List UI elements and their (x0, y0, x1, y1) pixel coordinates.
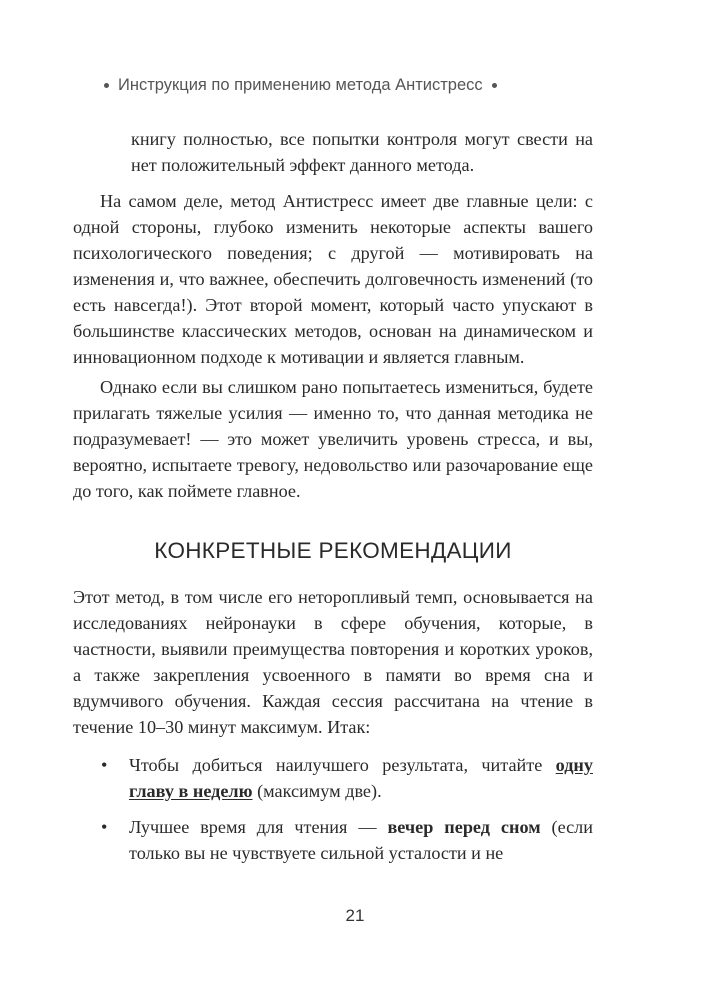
bullet-dot-right (492, 83, 497, 88)
bullet-marker: • (101, 817, 108, 837)
bullet-marker: • (101, 755, 108, 775)
section-paragraph: Этот метод, в том числе его неторопливый темп, основывается на исследованиях нейронауки в сфере обучения, которые, в частности, выявили преимущества повторения и коротких уроков, а также закрепления усвоенного в памяти во время сна и вдумчивого обучения. Каждая сессия рассчитана на чтение в течение 10–30 минут максимум. Итак: (73, 587, 593, 737)
page-number: 21 (345, 906, 365, 925)
recommendations-list (73, 752, 593, 866)
running-head (104, 76, 564, 95)
list-item (73, 752, 593, 804)
list-item-text: Лучшее время для чтения — (129, 817, 388, 837)
bullet-dot-left (104, 83, 109, 88)
list-item (73, 814, 593, 866)
page-body (73, 126, 593, 876)
list-item-text-end: (если только вы не чувствуете сильной усталости и не (129, 817, 593, 863)
section-heading: КОНКРЕТНЫЕ РЕКОМЕНДАЦИИ (154, 538, 512, 563)
paragraph-continued: книгу полностью, все попытки контроля могут свести на нет положительный эффект данного метода. (131, 129, 593, 175)
paragraph-warning: Однако если вы слишком рано попытаетесь измениться, будете прилагать тяжелые усилия — именно то, что данная методика не подразумевает! — это может увеличить уровень стресса, и вы, вероятно, испытаете тревогу, недовольство или разочарование еще до того, как поймете главное. (73, 377, 593, 501)
list-item-emphasis: одну главу в неделю (129, 755, 593, 801)
list-item-text-end: (максимум две). (252, 781, 382, 801)
list-item-text: Чтобы добиться наилучшего результата, читайте (129, 755, 556, 775)
paragraph-goals: На самом деле, метод Антистресс имеет две главные цели: с одной стороны, глубоко изменить некоторые аспекты вашего психологического поведения; с другой — мотивировать на изменения и, что важнее, обеспечить долговечность изменений (то есть навсегда!). Этот второй момент, который часто упускают в большинстве классических методов, основан на динамическом и инновационном подходе к мотивации и является главным. (73, 191, 593, 367)
running-head-title: Инструкция по применению метода Антистресс (118, 76, 483, 94)
list-item-emphasis: вечер перед сном (387, 817, 541, 837)
